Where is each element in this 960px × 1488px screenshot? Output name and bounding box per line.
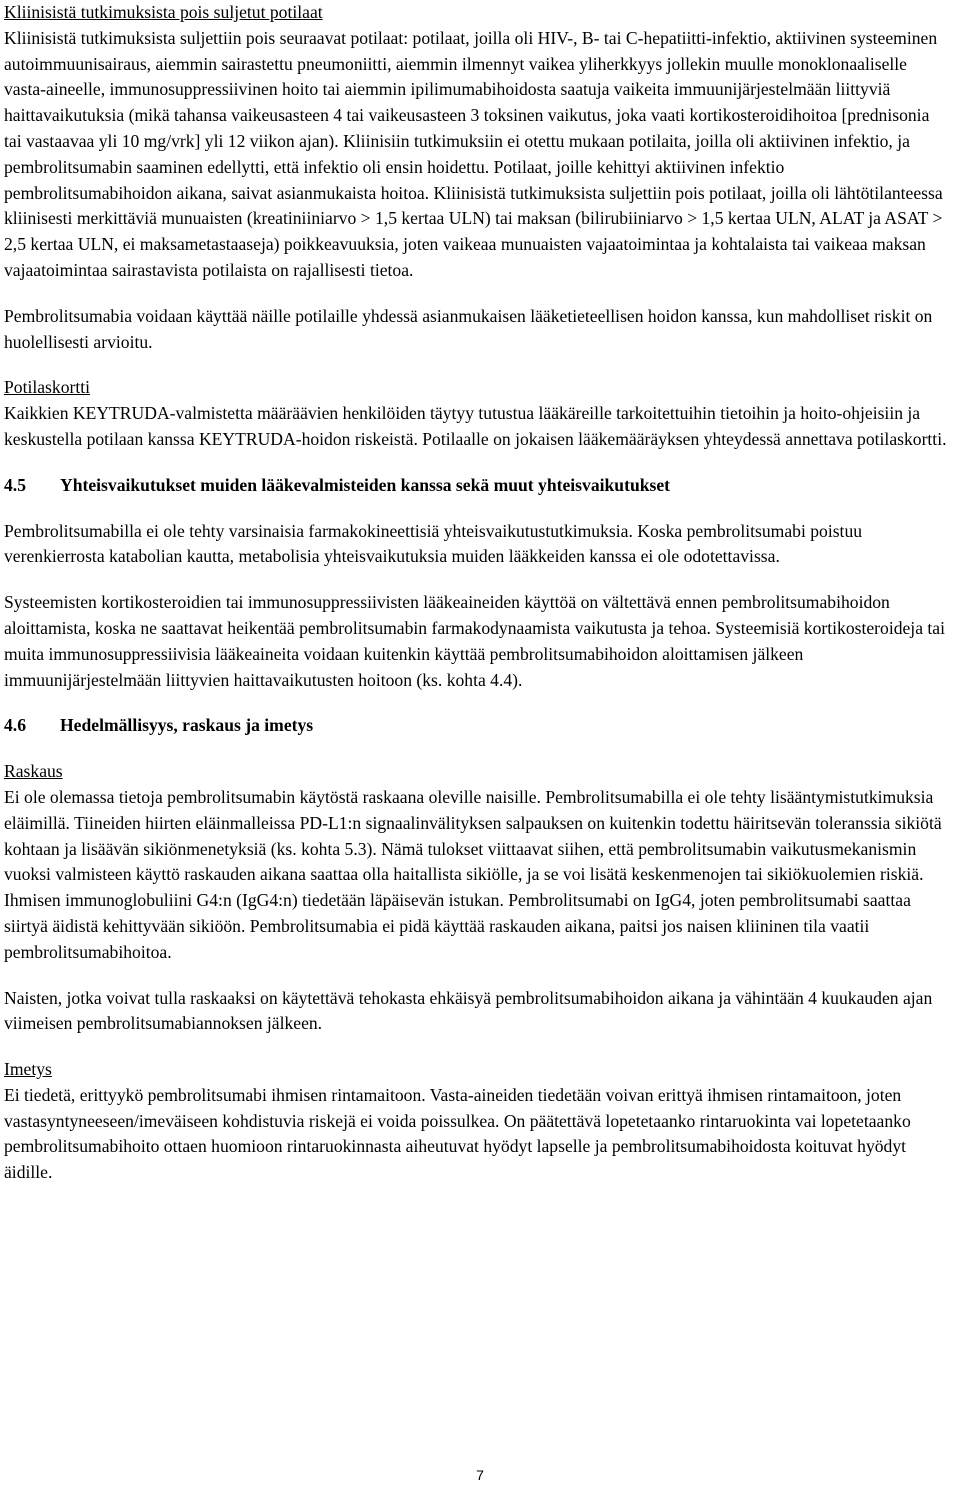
interactions-paragraph-2-block <box>4 590 950 693</box>
patient-card-section <box>4 375 950 452</box>
breastfeeding-heading: Imetys <box>4 1059 52 1080</box>
pregnancy-section <box>4 759 950 965</box>
interactions-paragraph-1: Pembrolitsumabilla ei ole tehty varsinaisia farmakokineettisiä yhteisvaikutustutkimuksia. Koska pembrolitsumabi poistuu verenkierrosta katabolian kautta, metabolisia yhteisvaikutuksia muiden lääkkeiden kanssa ei ole odotettavissa. <box>4 520 863 567</box>
interactions-paragraph-1-block <box>4 519 950 571</box>
page-number: 7 <box>476 1467 484 1483</box>
section-4-6-heading <box>4 713 950 739</box>
section-4-6 <box>4 713 950 739</box>
pregnancy-heading: Raskaus <box>4 761 63 782</box>
section-4-5-number: 4.5 <box>4 474 26 495</box>
section-4-5-title: Yhteisvaikutukset muiden lääkevalmisteiden kanssa sekä muut yhteisvaikutukset <box>60 474 671 495</box>
section-4-5 <box>4 473 950 499</box>
document-page <box>4 0 950 1206</box>
patient-card-heading: Potilaskortti <box>4 377 91 398</box>
section-4-6-number: 4.6 <box>4 715 26 736</box>
interactions-paragraph-2: Systeemisten kortikosteroidien tai immunosuppressiivisten lääkeaineiden käyttöä on vältettävä ennen pembrolitsumabihoidon aloittamista, koska ne saattavat heikentää pembrolitsumabin farmakodynaamista vaikutusta ja tehoa. Systeemisiä kortikosteroideja tai muita immunosuppressiivisia lääkeaineita voidaan kuitenkin käyttää pembrolitsumabihoidon aloittamisen jälkeen immuunijärjestelmään liittyvien haittavaikutusten hoitoon (ks. kohta 4.4). <box>4 592 945 690</box>
pregnancy-paragraph-2: Naisten, jotka voivat tulla raskaaksi on käytettävä tehokasta ehkäisyä pembrolitsumabihoidon aikana ja vähintään 4 kuukauden ajan viimeisen pembrolitsumabiannoksen jälkeen. <box>4 987 933 1034</box>
usage-with-care-section <box>4 304 950 356</box>
excluded-patients-section <box>4 0 950 284</box>
breastfeeding-section <box>4 1057 950 1186</box>
usage-with-care-paragraph: Pembrolitsumabia voidaan käyttää näille potilaille yhdessä asianmukaisen lääketieteellisen hoidon kanssa, kun mahdolliset riskit on huolellisesti arvioitu. <box>4 305 933 352</box>
section-4-5-heading <box>4 473 950 499</box>
breastfeeding-paragraph: Ei tiedetä, erittyykö pembrolitsumabi ihmisen rintamaitoon. Vasta-aineiden tiedetään voivan erittyä ihmisen rintamaitoon, joten vastasyntyneeseen/imeväiseen kohdistuvia riskejä ei voida poissulkea. On päätettävä lopetetaanko rintaruokinta vai lopetetaanko pembrolitsumabihoito ottaen huomioon rintaruokinnasta aiheutuvat hyödyt lapselle ja pembrolitsumabihoidosta koituvat hyödyt äidille. <box>4 1084 911 1183</box>
contraception-block <box>4 986 950 1038</box>
excluded-patients-heading: Kliinisistä tutkimuksista pois suljetut potilaat <box>4 2 323 22</box>
patient-card-paragraph: Kaikkien KEYTRUDA-valmistetta määräävien henkilöiden täytyy tutustua lääkäreille tarkoitettuihin tietoihin ja hoito-ohjeisiin ja keskustella potilaan kanssa KEYTRUDA-hoidon riskeistä. Potilaalle on jokaisen lääkemääräyksen yhteydessä annettava potilaskortti. <box>4 403 947 449</box>
section-4-6-title: Hedelmällisyys, raskaus ja imetys <box>60 715 314 736</box>
pregnancy-paragraph-1: Ei ole olemassa tietoja pembrolitsumabin käytöstä raskaana oleville naisille. Pembrolitsumabilla ei ole tehty lisääntymistutkimuksia eläimillä. Tiineiden hiirten eläinmalleissa PD-L1:n signaalinvälityksen salpauksen on kuitenkin todettu häiritsevän toleranssia sikiötä kohtaan ja lisäävän sikiönmenetyksiä (ks. kohta 5.3). Nämä tulokset viittaavat siihen, että pembrolitsumabin vaikutusmekanismin vuoksi valmisteen käyttö raskauden aikana saattaa olla haitallista sikiölle, ja se voi lisätä keskenmenojen tai sikiökuolemien riskiä. Ihmisen immunoglobuliini G4:n (IgG4:n) tiedetään läpäisevän istukan. Pembrolitsumabi on IgG4, joten pembrolitsumabi saattaa siirtyä äidistä kehittyvään sikiöön. Pembrolitsumabia ei pidä käyttää raskauden aikana, paitsi jos naisen kliininen tila vaatii pembrolitsumabihoitoa. <box>4 786 942 962</box>
excluded-patients-paragraph: Kliinisistä tutkimuksista suljettiin pois seuraavat potilaat: potilaat, joilla oli HIV-, B- tai C-hepatiitti-infektio, aktiivinen systeeminen autoimmuunisairaus, aiemmin sairastettu pneumoniitti, aiemmin ilmennyt vaikea yliherkkyys jollekin muulle monoklonaaliselle vasta-aineelle, immunosuppressiivinen hoito tai aiemmin ipilimumabihoidosta saatuja vaikeita immuunijärjestelmään liittyviä haittavaikutuksia (mikä tahansa vaikeusasteen 4 tai vaikeusasteen 3 toksinen vaikutus, joka vaati kortikosteroidihoitoa [prednisonia tai vastaavaa yli 10 mg/vrk] yli 12 viikon ajan). Kliinisiin tutkimuksiin ei otettu mukaan potilaita, joilla oli aktiivinen infektio, ja pembrolitsumabin saaminen edellytti, että infektio oli ensin hoidettu. Potilaat, joille kehittyi aktiivinen infektio pembrolitsumabihoidon aikana, saivat asianmukaista hoitoa. Kliinisistä tutkimuksista suljettiin pois potilaat, joilla oli lähtötilanteessa kliinisesti merkittäviä munuaisten (kreatiniiniarvo > 1,5 kertaa ULN) tai maksan (bilirubiiniarvo > 1,5 kertaa ULN, ALAT ja ASAT > 2,5 kertaa ULN, ei maksametastaaseja) poikkeavuuksia, joten vaikeaa munuaisten vajaatoimintaa ja kohtalaista tai vaikeaa maksan vajaatoimintaa sairastavista potilaista on rajallisesti tietoa. <box>4 27 943 280</box>
